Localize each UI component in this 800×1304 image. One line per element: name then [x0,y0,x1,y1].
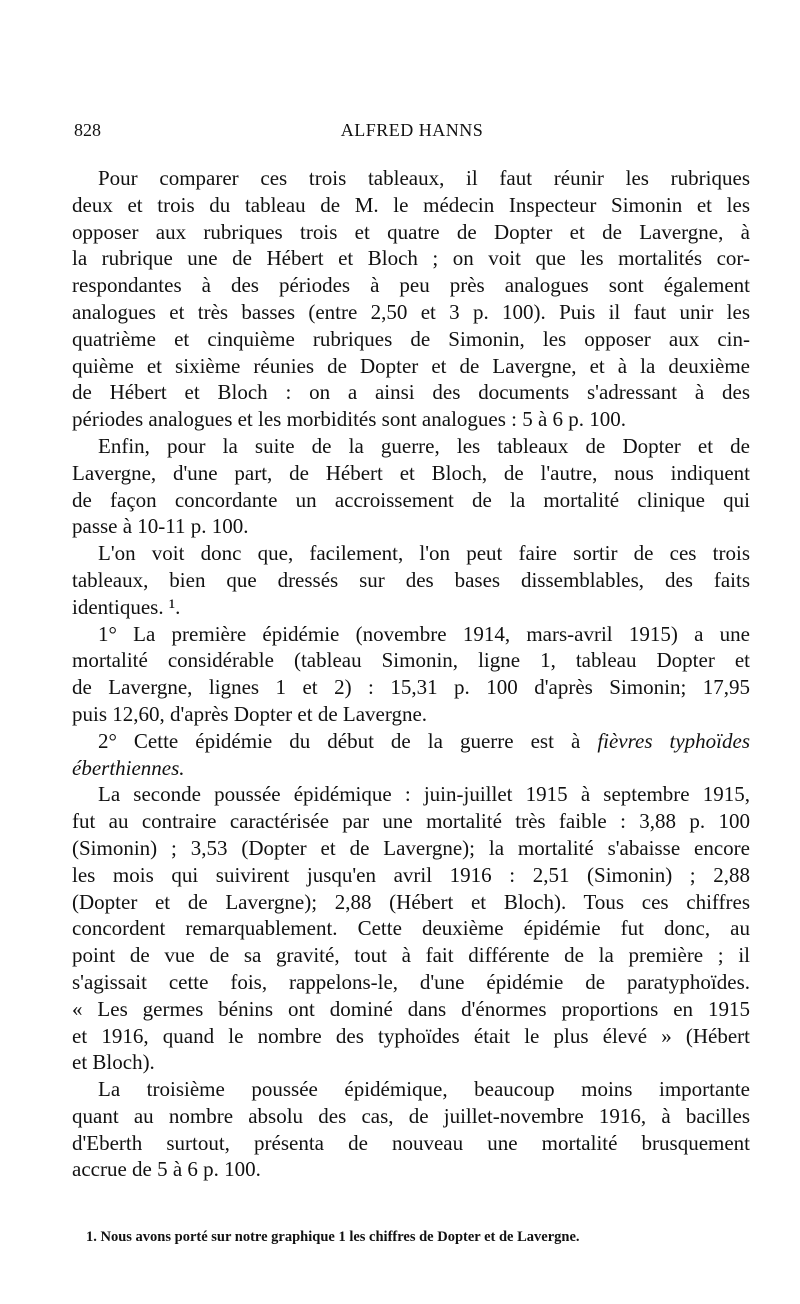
text-line: et Bloch). [72,1050,155,1075]
text-line: La troisième poussée épidémique, beaucoup moins importante [98,1077,750,1102]
text-line: identiques. ¹. [72,594,181,619]
text-line: point de vue de sa gravité, tout à fait différente de la première ; il [72,943,750,968]
text-line: accrue de 5 à 6 p. 100. [72,1157,261,1182]
text-line: de Hébert et Bloch : on a ainsi des documents s'adressant à des [72,380,750,405]
text-line: périodes analogues et les morbidités sont analogues : 5 à 6 p. 100. [72,407,627,432]
running-title: ALFRED HANNS [340,120,484,140]
text-line: opposer aux rubriques trois et quatre de Dopter et de Lavergne, à [72,219,750,244]
text-line: 1° La première épidémie (novembre 1914, mars-avril 1915) a une [98,621,750,646]
text-line: de façon concordante un accroissement de la mortalité clinique qui [72,487,750,512]
text-line: analogues et très basses (entre 2,50 et 3 p. 100). Puis il faut unir les [72,299,750,324]
footnote: 1. Nous avons porté sur notre graphique 1 les chiffres de Dopter et de Lavergne. [86,1229,580,1245]
text-line: quatrième et cinquième rubriques de Simonin, les opposer aux cin- [72,326,750,351]
text-line: (Dopter et de Lavergne); 2,88 (Hébert et Bloch). Tous ces chiffres [72,889,750,914]
body-text [72,165,750,1183]
text-line: Enfin, pour la suite de la guerre, les tableaux de Dopter et de [98,433,750,458]
italic-segment: fièvres typhoïdes [597,728,750,753]
text-line: Pour comparer ces trois tableaux, il faut réunir les rubriques [98,166,750,190]
text-line: concordent remarquablement. Cette deuxième épidémie fut donc, au [72,916,750,941]
text-line: les mois qui suivirent jusqu'en avril 1916 : 2,51 (Simonin) ; 2,88 [72,862,750,887]
text-line: Lavergne, d'une part, de Hébert et Bloch, de l'autre, nous indiquent [72,460,750,485]
text-segment: 2° Cette épidémie du début de la guerre est à [98,728,581,753]
text-line: et 1916, quand le nombre des typhoïdes était le plus élevé » (Hébert [72,1023,750,1048]
text-line: quant au nombre absolu des cas, de juillet-novembre 1916, à bacilles [72,1103,750,1128]
text-line: La seconde poussée épidémique : juin-juillet 1915 à septembre 1915, [98,782,750,807]
text-line: la rubrique une de Hébert et Bloch ; on voit que les mortalités cor- [72,246,750,271]
text-line: deux et trois du tableau de M. le médecin Inspecteur Simonin et les [72,192,750,217]
text-line: d'Eberth surtout, présenta de nouveau une mortalité brusquement [72,1130,750,1155]
text-line: mortalité considérable (tableau Simonin, ligne 1, tableau Dopter et [72,648,750,673]
text-line: « Les germes bénins ont dominé dans d'énormes proportions en 1915 [72,996,750,1021]
text-line: (Simonin) ; 3,53 (Dopter et de Lavergne); la mortalité s'abaisse encore [72,835,750,860]
text-line: de Lavergne, lignes 1 et 2) : 15,31 p. 100 d'après Simonin; 17,95 [72,675,750,700]
text-line: fut au contraire caractérisée par une mortalité très faible : 3,88 p. 100 [72,809,750,834]
text-line: tableaux, bien que dressés sur des bases dissemblables, des faits [72,567,750,592]
text-line: respondantes à des périodes à peu près analogues sont également [72,273,750,298]
text-line: passe à 10-11 p. 100. [72,514,249,539]
text-line: s'agissait cette fois, rappelons-le, d'une épidémie de paratyphoïdes. [72,969,750,994]
page-number: 828 [74,120,101,140]
text-line: quième et sixième réunies de Dopter et de Lavergne, et à la deuxième [72,353,750,378]
text-line [72,728,750,755]
text-line: éberthiennes. [72,755,185,780]
text-line: L'on voit donc que, facilement, l'on peut faire sortir de ces trois [98,541,750,566]
text-line: puis 12,60, d'après Dopter et de Lavergne. [72,701,428,726]
running-head [74,120,750,144]
